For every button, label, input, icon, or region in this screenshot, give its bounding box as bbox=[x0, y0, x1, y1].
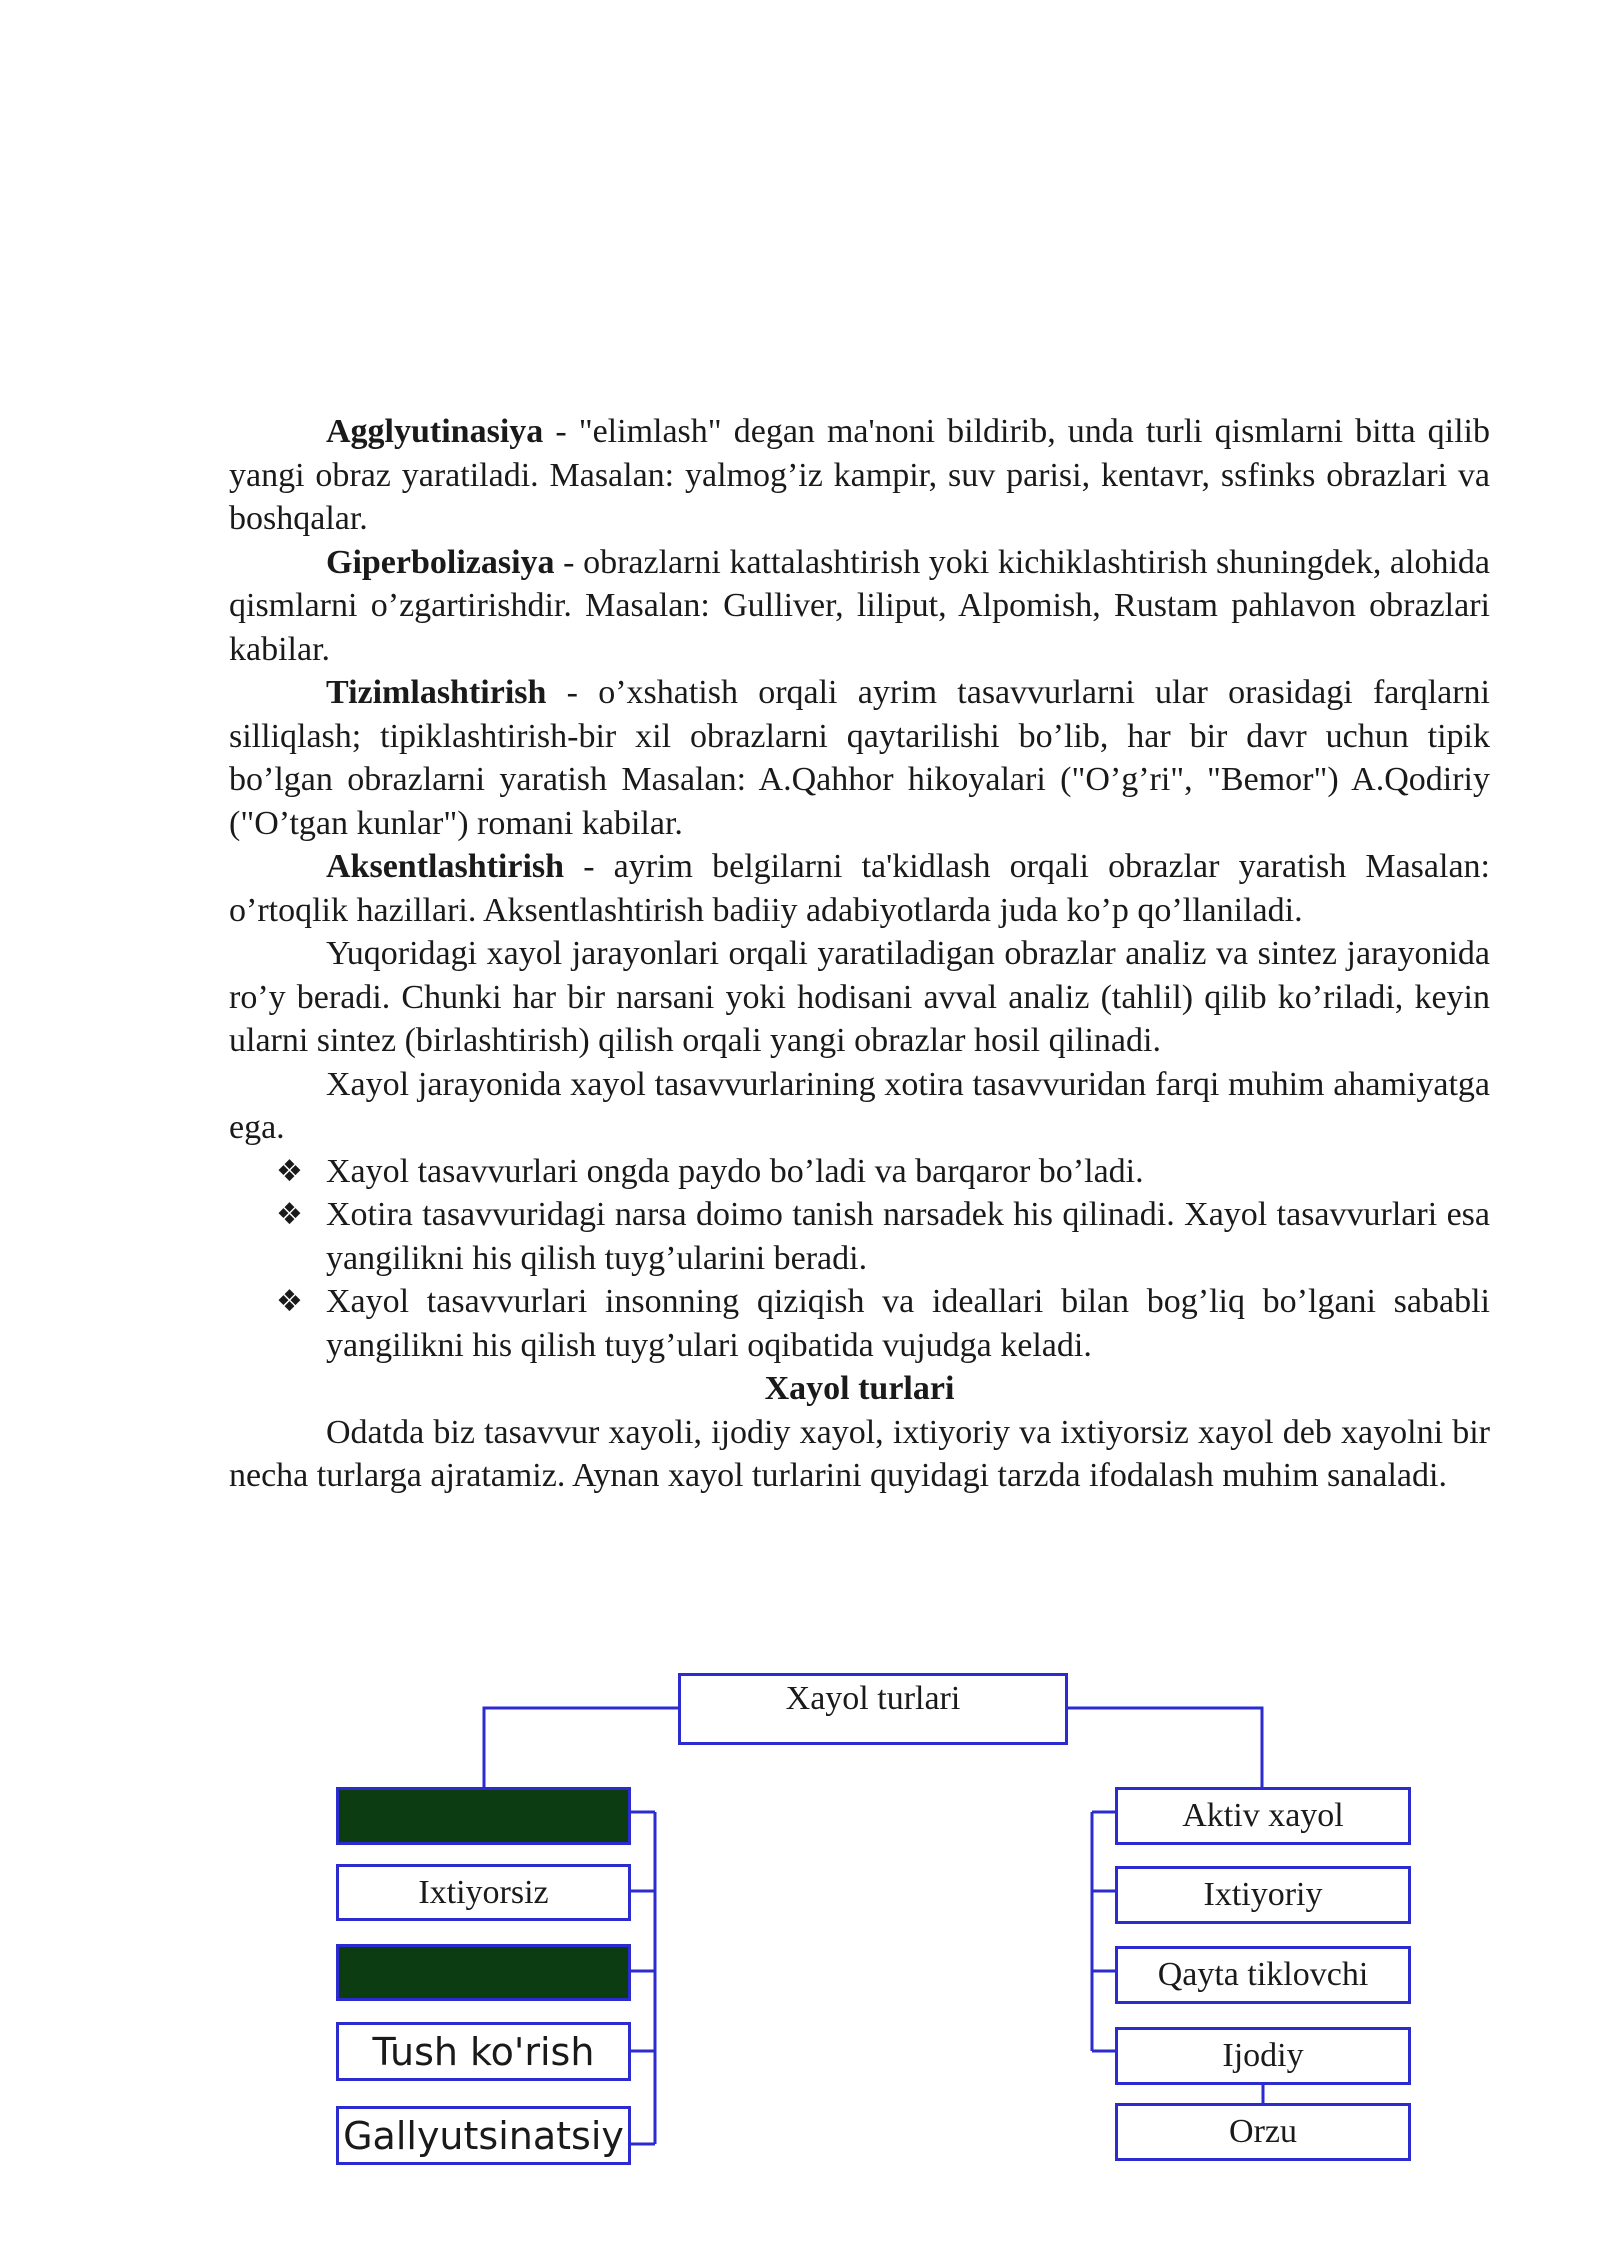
term: Tizimlashtirish bbox=[326, 674, 547, 711]
left-box-ixtiyorsiz: Ixtiyorsiz bbox=[336, 1864, 631, 1921]
diamond-bullet-icon: ❖ bbox=[276, 1153, 303, 1189]
right-box-qayta-tiklovchi: Qayta tiklovchi bbox=[1115, 1946, 1411, 2004]
bullet-text: Xotira tasavvuridagi narsa doimo tanish narsadek his qilinadi. Xayol tasavvurlari esa yangilikni his qilish tuyg’ularini beradi. bbox=[326, 1196, 1490, 1277]
root-right-connector bbox=[1067, 1708, 1262, 1793]
term: Aksentlashtirish bbox=[326, 848, 565, 885]
right-box-orzu: Orzu bbox=[1115, 2103, 1411, 2161]
left-box-tush-korish: Tush ko'rish bbox=[336, 2022, 631, 2081]
right-box-aktiv: Aktiv xayol bbox=[1115, 1787, 1411, 1845]
bullet-text: Xayol tasavvurlari insonning qiziqish va ideallari bilan bog’liq bo’lgani sababli yangilikni his qilish tuyg’ulari oqibatida vujudga keladi. bbox=[326, 1283, 1490, 1364]
left-box-passiv: Passiv xayol bbox=[336, 1787, 631, 1845]
definition: - obrazlarni kattalashtirish yoki kichiklashtirish shuningdek, alohida qismlarni o’zgartirishdir. Masalan: Gulliver, liliput, Alpomish, Rustam pahlavon obrazlari kabilar. bbox=[229, 543, 1490, 668]
left-box-gallyutsinatsiy: Gallyutsinatsiy bbox=[336, 2106, 631, 2165]
diagram-root-box: Xayol turlari bbox=[678, 1673, 1068, 1745]
diamond-bullet-icon: ❖ bbox=[276, 1197, 303, 1232]
paragraph-text: Xayol jarayonida xayol tasavvurlarining xotira tasavvuridan farqi muhim ahamiyatga ega. bbox=[229, 1065, 1490, 1146]
right-box-ixtiyoriy: Ixtiyoriy bbox=[1115, 1866, 1411, 1924]
section-heading: Xayol turlari bbox=[764, 1370, 955, 1407]
definition: - "elimlash" degan ma'noni bildirib, unda turli qismlarni bitta qilib yangi obraz yaratiladi. Masalan: yalmog’iz kampir, suv parisi, kentavr, ssfinks obrazlari va boshqalar. bbox=[229, 413, 1490, 537]
root-left-connector bbox=[484, 1708, 678, 1793]
paragraph-text: Yuqoridagi xayol jarayonlari orqali yaratiladigan obrazlar analiz va sintez jarayonida ro’y beradi. Chunki har bir narsani yoki hodisani avval analiz (tahlil) qilib ko’riladi, keyin ularni sintez (birlashtirish) qilish orqali yangi obrazlar hosil qilinadi. bbox=[229, 935, 1490, 1059]
definition: - o’xshatish orqali ayrim tasavvurlarni ular orasidagi farqlarni silliqlash; tipiklashtirish-bir xil obrazlarni qaytarilishi bo’lib, har bir davr uchun tipik bo’lgan obrazlarni yaratish Masalan: A.Qahhor hikoyalari ("O’g’ri", "Bemor") A.Qodiriy ("O’tgan kunlar") romani kabilar. bbox=[229, 674, 1490, 842]
definition: - ayrim belgilarni ta'kidlash orqali obrazlar yaratish Masalan: o’rtoqlik hazillari. Aksentlashtirish badiiy adabiyotlarda juda ko’p qo’llaniladi. bbox=[229, 848, 1490, 929]
term: Agglyutinasiya bbox=[326, 413, 544, 450]
term: Giperbolizasiya bbox=[326, 543, 555, 581]
bullet-text: Xayol tasavvurlari ongda paydo bo’ladi va barqaror bo’ladi. bbox=[326, 1152, 1144, 1190]
left-box-shuuri: Shuuri xayol bbox=[336, 1944, 631, 2001]
right-box-ijodiy: Ijodiy bbox=[1115, 2027, 1411, 2085]
section-paragraph: Odatda biz tasavvur xayoli, ijodiy xayol, ixtiyoriy va ixtiyorsiz xayol deb xayolni bir necha turlarga ajratamiz. Aynan xayol turlarini quyidagi tarzda ifodalash muhim sanaladi. bbox=[229, 1413, 1490, 1494]
diamond-bullet-icon: ❖ bbox=[276, 1284, 303, 1319]
